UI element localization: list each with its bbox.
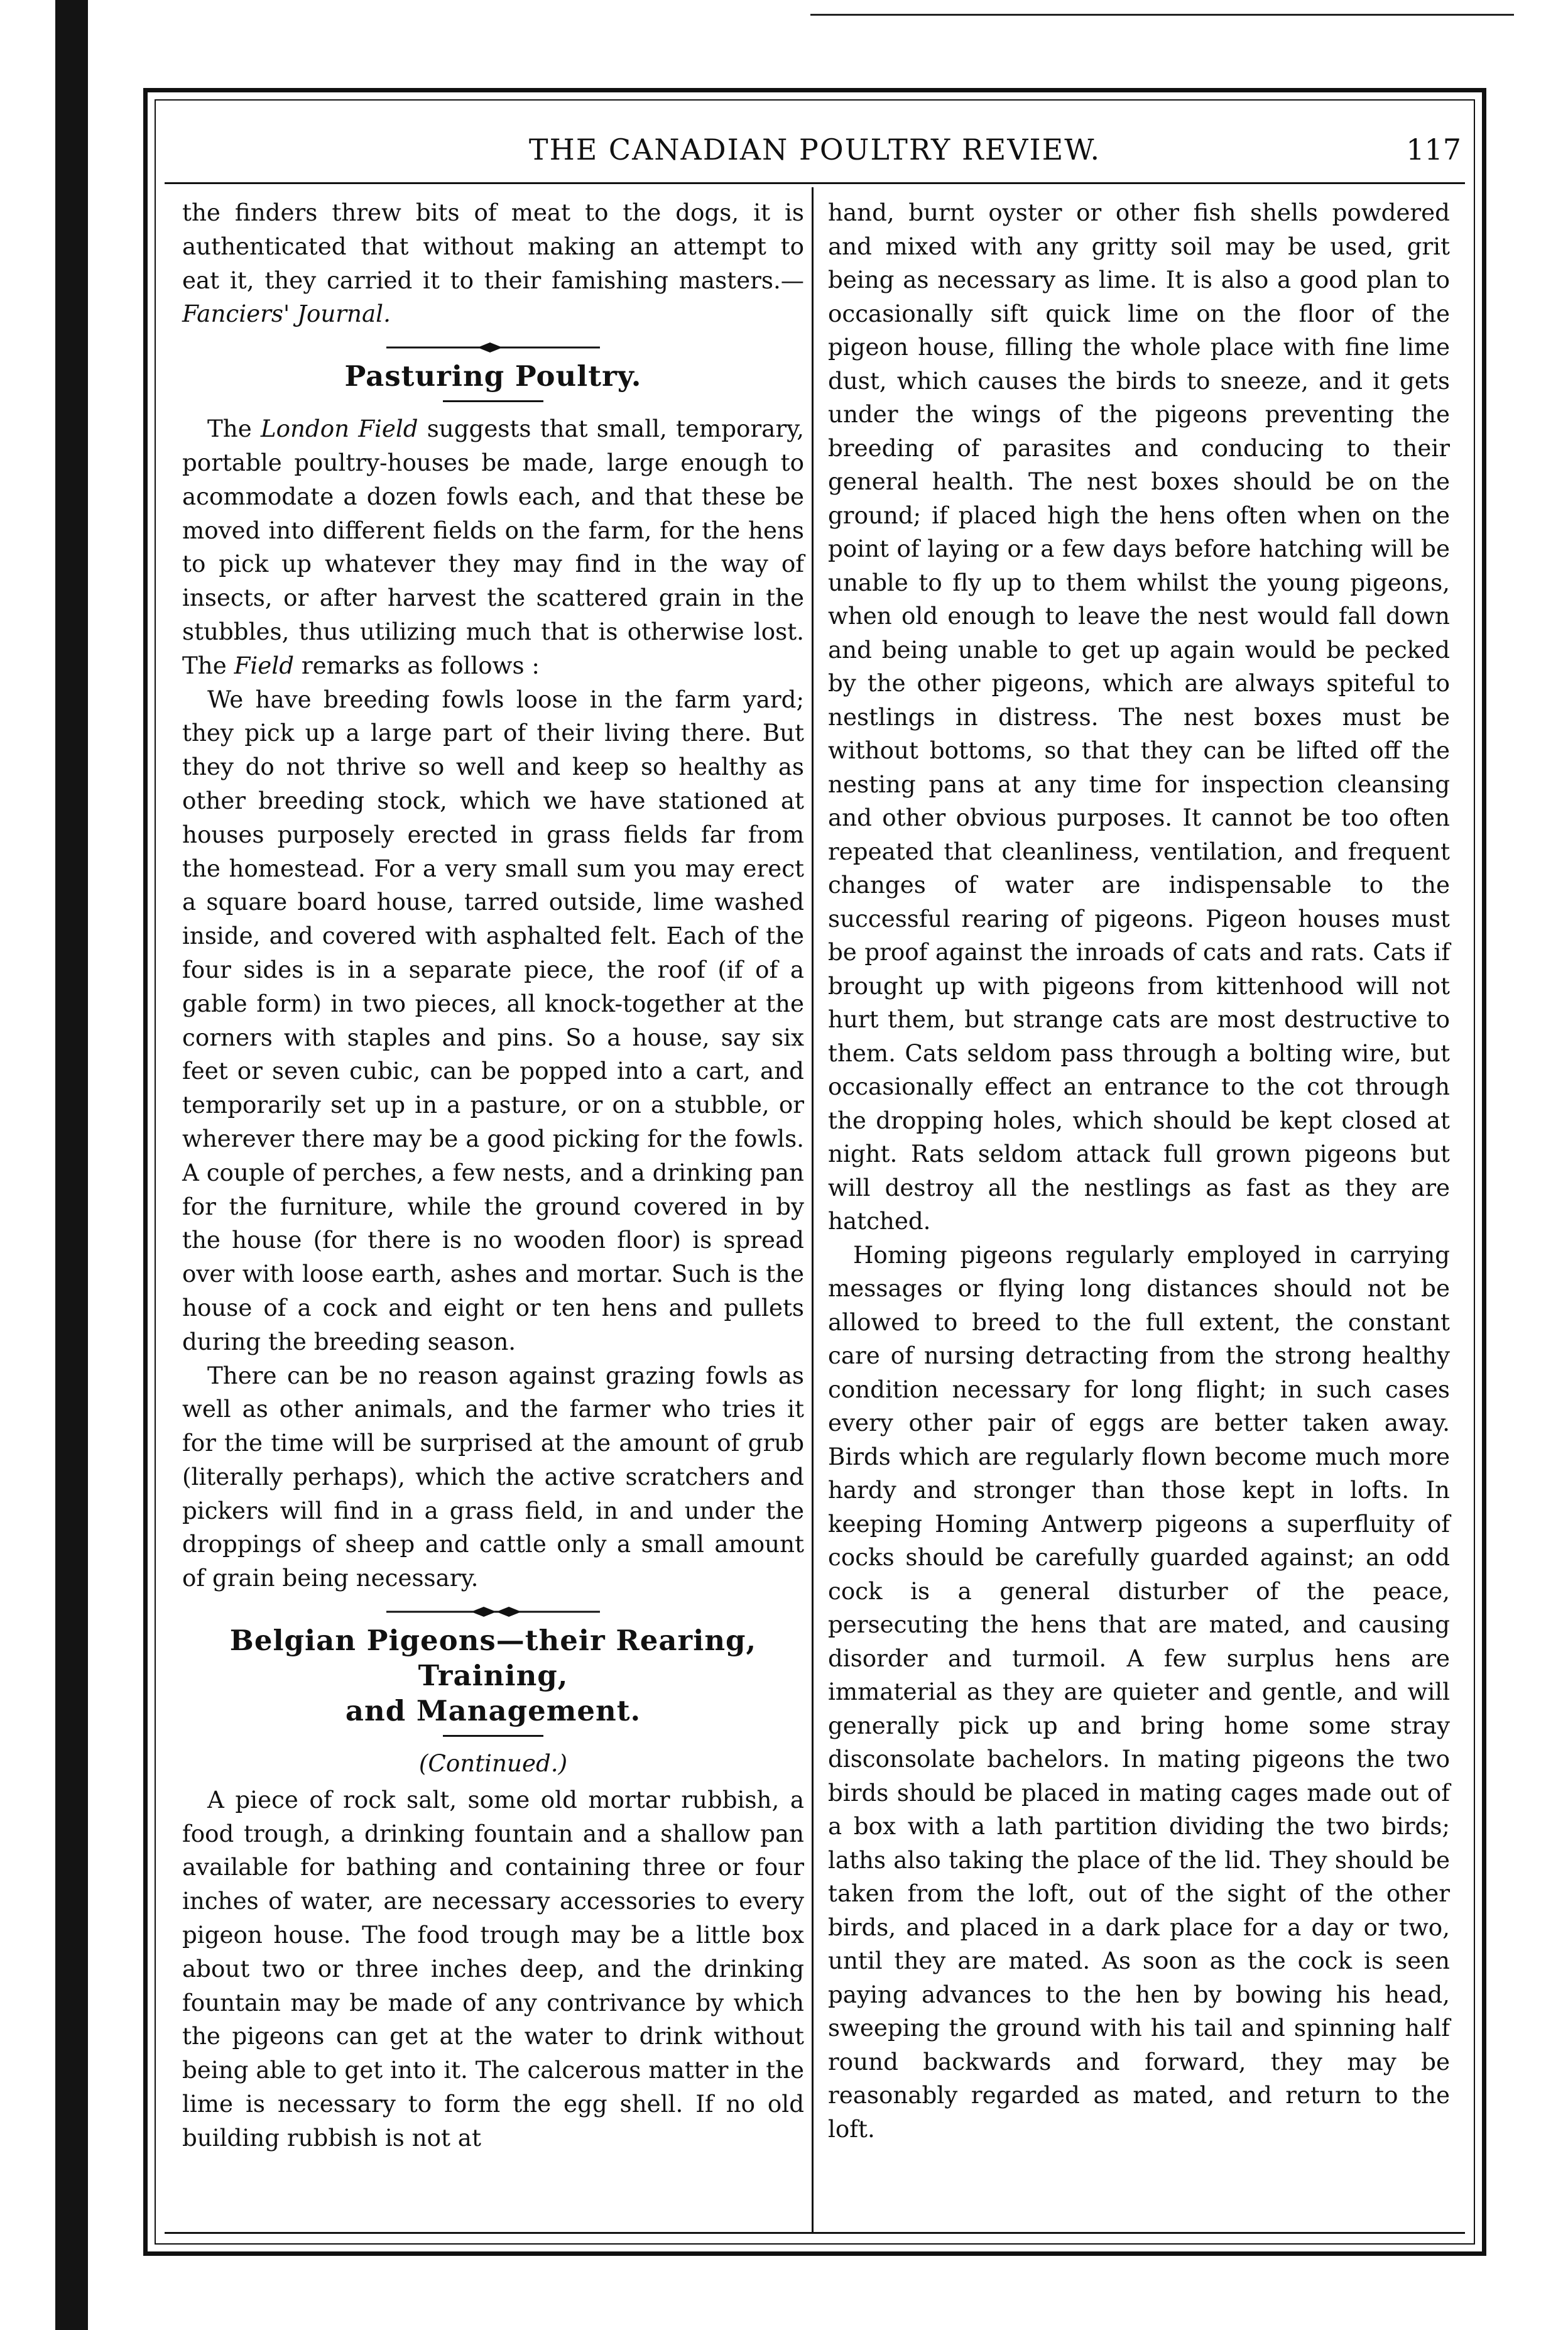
continued-paragraph: the finders threw bits of meat to the dogs, it is authenticated that without making an attempt to eat it, they carried it to their famishing masters.— Fanciers' Journal.: [182, 199, 804, 328]
section-ornament: [330, 1604, 656, 1619]
pasturing-intro: The London Field suggests that small, temporary, portable poultry-houses be made, large enough to acommodate a dozen fowls each, and that these be moved into different fields on the farm, for the hens to pick up whatever they may find in the way of insects, or after harvest the scattered grain in the stubbles, thus utilizing much that is otherwise lost. The Field remarks as follows :: [182, 415, 804, 679]
belgian-heading: Belgian Pigeons—their Rearing, Training, and Management.: [229, 1624, 757, 1728]
london-field-title: London Field: [260, 415, 418, 443]
top-edge-rule: [810, 14, 1514, 16]
header-rule: [165, 182, 1465, 184]
belgian-paragraph: A piece of rock salt, some old mortar rubbish, a food trough, a drinking fountain and a shallow pan available for bathing and containing three or four inches of water, are necessary accessories to every pigeon house. The food trough may be a little box about two or three inches deep, and the drinking fountain may be made of any contrivance by which the pigeons can get at the water to drink without being able to get into it. The calcerous matter in the lime is necessary to form the egg shell. If no old building rubbish is not at: [182, 1785, 804, 2152]
running-header: [165, 129, 1465, 179]
pigeon-care-paragraph: hand, burnt oyster or other fish shells powdered and mixed with any gritty soil may be used, grit being as necessary as lime. It is also a good plan to occasionally sift quick lime on the floor of the pigeon house, filling the whole place with fine lime dust, which causes the birds to sneeze, and it gets under the wings of the pigeons preventing the breeding of parasites and conducing to their general health. The nest boxes should be on the ground; if placed high the hens often when on the point of laying or a few days before hatching will be unable to fly up to them whilst the young pigeons, when old enough to leave the nest would fall down and being unable to get up again would be pecked by the other pigeons, which are always spiteful to nestlings in distress. The nest boxes must be without bottoms, so that they can be lifted off the nesting pans at any time for inspection cleansing and other obvious purposes. It cannot be too often repeated that cleanliness, ventilation, and frequent changes of water are indispensable to the successful rearing of pigeons. Pigeon houses must be proof against the inroads of cats and rats. Cats if brought up with pigeons from kittenhood will not hurt them, but strange cats are most destructive to them. Cats seldom pass through a bolting wire, but occasionally effect an entrance to the cot through the dropping holes, which should be kept closed at night. Rats seldom attack full grown pigeons but will destroy all the nestlings as fast as they are hatched.: [828, 199, 1450, 1235]
field-title: Field: [234, 651, 294, 679]
pasturing-conclusion: There can be no reason against grazing fowls as well as other animals, and the farmer who tries it for the time will be surprised at the amount of grub (literally perhaps), which the active scratchers and pickers will find in a grass field, in and under the droppings of sheep and cattle only a small amount of grain being necessary.: [182, 1361, 804, 1592]
pasturing-heading: Pasturing Poultry.: [344, 359, 642, 393]
scan-margin-bar: [55, 0, 88, 2330]
column-divider: [812, 187, 814, 2233]
right-column: [828, 196, 1450, 2146]
left-column: [182, 196, 804, 2155]
page-number: 117: [1406, 133, 1461, 167]
continued-note: (Continued.): [418, 1749, 568, 1778]
heading-rule: [443, 1735, 543, 1737]
journal-title: THE CANADIAN POULTRY REVIEW.: [528, 133, 1101, 167]
homing-pigeons-paragraph: Homing pigeons regularly employed in carrying messages or flying long distances should not be allowed to breed to the full extent, the constant care of nursing detracting from the strong healthy condition necessary for long flight; in such cases every other pair of eggs are better taken away. Birds which are regularly flown become much more hardy and stronger than those kept in lofts. In keeping Homing Antwerp pigeons a superfluity of cocks should be carefully guarded against; an odd cock is a general disturber of the peace, persecuting the hens that are mated, and causing disorder and turmoil. A few surplus hens are immaterial as they are quieter and gentle, and will generally pick up and bring home some stray disconsolate bachelors. In mating pigeons the two birds should be placed in mating cages made out of a box with a lath partition dividing the two birds; laths also taking the place of the lid. They should be taken from the loft, out of the sight of the other birds, and placed in a dark place for a day or two, until they are mated. As soon as the cock is seen paying advances to the hen by bowing his head, sweeping the ground with his tail and spinning half round backwards and forward, they may be reasonably regarded as mated, and return to the loft.: [828, 1240, 1450, 2143]
pasturing-quote: We have breeding fowls loose in the farm yard; they pick up a large part of their living there. But they do not thrive so well and keep so healthy as other breeding stock, which we have stationed at houses purposely erected in grass fields far from the homestead. For a very small sum you may erect a square board house, tarred outside, lime washed inside, and covered with asphalted felt. Each of the four sides is in a separate piece, the roof (if of a gable form) in two pieces, all knock-together at the corners with staples and pins. So a house, say six feet or seven cubic, can be popped into a cart, and temporarily set up in a pasture, or on a stubble, or wherever there may be a good picking for the fowls. A couple of perches, a few nests, and a drinking pan for the furniture, while the ground covered in by the house (for there is no wooden floor) is spread over with loose earth, ashes and mortar. Such is the house of a cock and eight or ten hens and pullets during the breeding season.: [182, 685, 804, 1355]
source-citation: Fanciers' Journal.: [182, 300, 391, 328]
bottom-rule: [165, 2232, 1465, 2234]
heading-rule: [443, 400, 543, 402]
section-ornament: [330, 340, 656, 355]
